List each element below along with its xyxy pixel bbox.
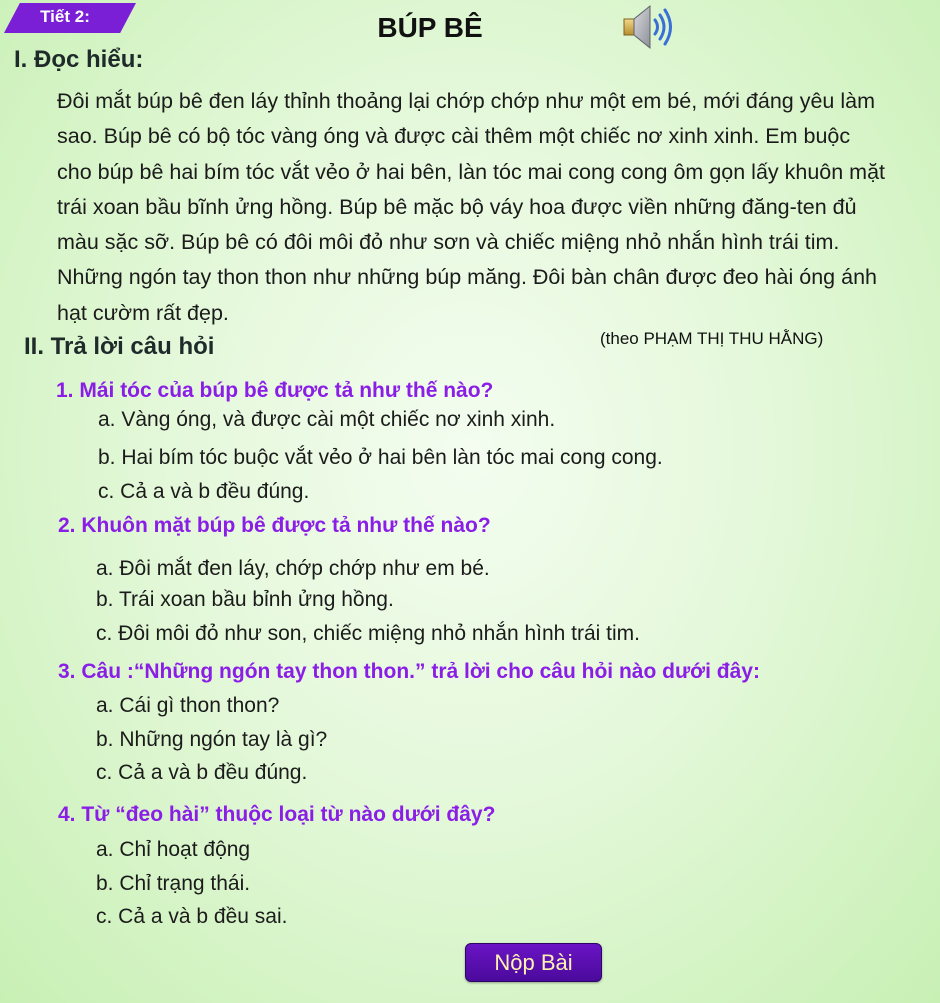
reading-passage: Đôi mắt búp bê đen láy thỉnh thoảng lại chớp chớp như một em bé, mới đáng yêu làm sao. Búp bê có bộ tóc vàng óng và được cài thêm một chiếc nơ xinh xinh. Em buộc cho búp bê hai bím tóc vắt vẻo ở hai bên, làn tóc mai cong cong ôm gọn lấy khuôn mặt trái xoan bầu bĩnh ửng hồng. Búp bê mặc bộ váy hoa được viền những đăng-ten đủ màu sặc sỡ. Búp bê có đôi môi đỏ như sơn và chiếc miệng nhỏ nhắn hình trái tim. Những ngón tay thon thon như những búp măng. Đôi bàn chân được đeo hài óng ánh hạt cườm rất đẹp.	[57, 89, 886, 325]
passage-source: (theo PHẠM THỊ THU HẰNG)	[600, 329, 824, 348]
lesson-tag-label: Tiết 2:	[40, 7, 90, 26]
question-4-option-b[interactable]: b. Chỉ trạng thái.	[96, 872, 251, 895]
question-4: 4. Từ “đeo hài” thuộc loại từ nào dưới đây?	[58, 803, 496, 826]
question-4-option-c[interactable]: c. Cả a và b đều sai.	[96, 905, 288, 928]
question-4-option-a[interactable]: a. Chỉ hoạt động	[96, 838, 251, 861]
quiz-heading: II. Trả lời câu hỏi	[24, 333, 215, 360]
speaker-icon[interactable]	[620, 2, 680, 52]
question-2: 2. Khuôn mặt búp bê được tả như thế nào?	[58, 514, 491, 537]
question-1-option-a[interactable]: a. Vàng óng, và được cài một chiếc nơ xinh xinh.	[98, 408, 556, 431]
question-2-option-b[interactable]: b. Trái xoan bầu bỉnh ửng hồng.	[96, 588, 394, 611]
question-1: 1. Mái tóc của búp bê được tả như thế nào?	[56, 379, 494, 402]
page-title: BÚP BÊ	[377, 12, 483, 43]
question-1-option-b[interactable]: b. Hai bím tóc buộc vắt vẻo ở hai bên làn tóc mai cong cong.	[98, 446, 663, 469]
question-1-option-c[interactable]: c. Cả a và b đều đúng.	[98, 480, 310, 503]
submit-button[interactable]: Nộp Bài	[465, 943, 602, 982]
question-2-option-c[interactable]: c. Đôi môi đỏ như son, chiếc miệng nhỏ nhắn hình trái tim.	[96, 622, 641, 645]
question-3-option-c[interactable]: c. Cả a và b đều đúng.	[96, 761, 308, 784]
reading-heading: I. Đọc hiểu:	[14, 46, 144, 73]
question-2-option-a[interactable]: a. Đôi mắt đen láy, chớp chớp như em bé.	[96, 557, 490, 580]
question-3-option-b[interactable]: b. Những ngón tay là gì?	[96, 728, 328, 751]
question-3: 3. Câu :“Những ngón tay thon thon.” trả lời cho câu hỏi nào dưới đây:	[58, 660, 760, 683]
question-3-option-a[interactable]: a. Cái gì thon thon?	[96, 694, 280, 717]
